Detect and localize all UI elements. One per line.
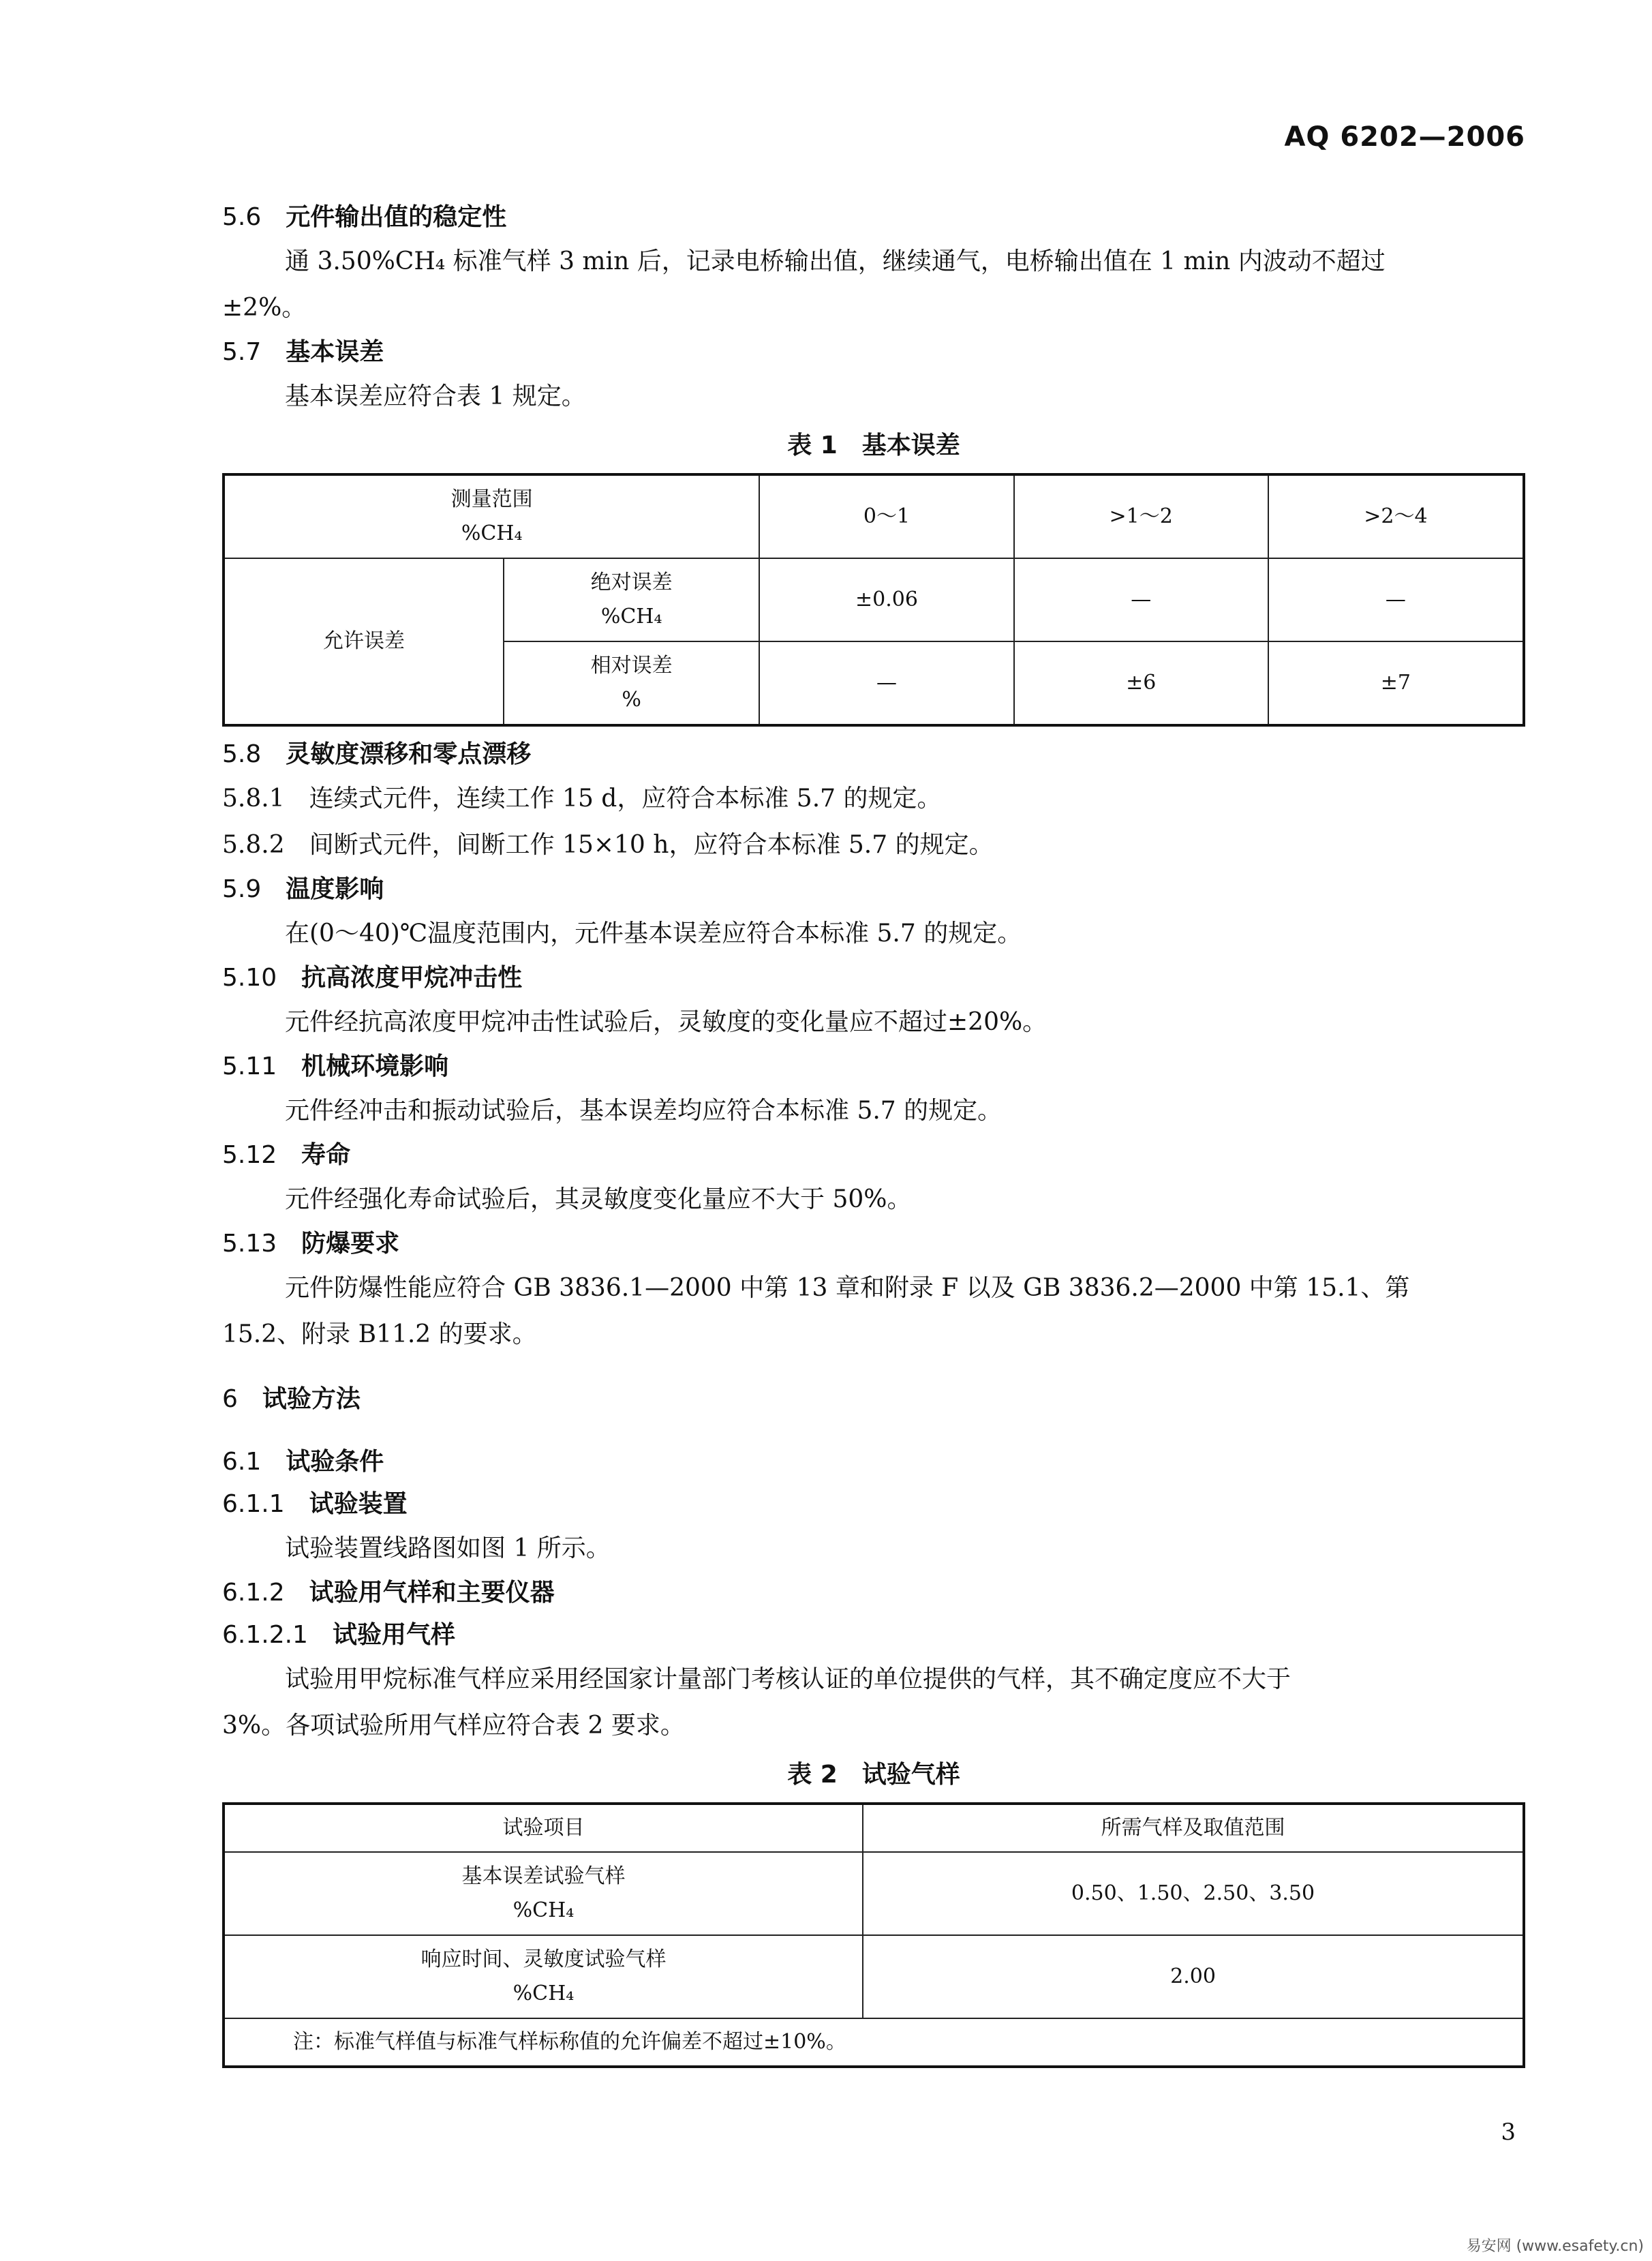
table-header-row: [224, 1804, 1524, 1852]
paragraph: 通 3.50%CH₄ 标准气样 3 min 后，记录电桥输出值，继续通气，电桥输出值在 1 min 内波动不超过: [285, 247, 1386, 275]
section-title: 试验方法: [262, 1385, 361, 1413]
table-cell: ±0.06: [759, 558, 1013, 641]
section-title: 元件输出值的稳定性: [286, 203, 507, 231]
section-number: 6.1.2.1: [222, 1621, 308, 1649]
section-number: 5.9: [222, 875, 262, 903]
section-number: 6.1.2: [222, 1579, 285, 1607]
section-title: 试验用气样和主要仪器: [309, 1579, 555, 1607]
cell-unit: %CH₄: [461, 521, 523, 545]
cell-unit: %CH₄: [600, 605, 662, 628]
heading-5-11: [222, 1046, 1525, 1088]
section-title: 温度影响: [286, 875, 384, 903]
table-cell: 0.50、1.50、2.50、3.50: [863, 1852, 1524, 1935]
section-title: 防爆要求: [301, 1230, 400, 1258]
cell-text: 响应时间、灵敏度试验气样: [420, 1947, 667, 1971]
table-cell: [224, 1852, 863, 1935]
table-1-basic-error: [222, 473, 1525, 727]
table-header-cell: 试验项目: [224, 1804, 863, 1852]
heading-6-1-2-1: [222, 1614, 1525, 1656]
table-row: [224, 558, 1524, 641]
cell-unit: %CH₄: [513, 1898, 575, 1922]
table-cell-range-label: [224, 474, 759, 558]
clause-text: 间断式元件，间断工作 15×10 h，应符合本标准 5.7 的规定。: [309, 831, 994, 859]
cell-text: 相对误差: [590, 654, 673, 678]
cell-text: 测量范围: [450, 487, 533, 511]
section-number: 5.10: [222, 964, 277, 992]
paragraph-continued: ±2%。: [222, 294, 307, 322]
section-number: 5.8: [222, 740, 262, 768]
heading-5-6: [222, 196, 1525, 239]
table-cell: >2～4: [1268, 474, 1524, 558]
section-number: 5.12: [222, 1141, 277, 1169]
cell-text: 基本误差试验气样: [461, 1864, 626, 1888]
paragraph: 元件经强化寿命试验后，其灵敏度变化量应不大于 50%。: [285, 1185, 912, 1213]
paragraph: 基本误差应符合表 1 规定。: [285, 382, 586, 410]
section-number: 5.13: [222, 1230, 277, 1258]
clause-5-8-1: [222, 776, 1525, 822]
cell-text: 绝对误差: [590, 571, 673, 594]
section-number: 5.7: [222, 338, 262, 366]
table-cell: —: [759, 641, 1013, 725]
table-cell: —: [1268, 558, 1524, 641]
table-row: [224, 1852, 1524, 1935]
table-2-test-gas: [222, 1802, 1525, 2068]
section-number: 6: [222, 1385, 238, 1413]
table-1-caption: 表 1 基本误差: [787, 431, 960, 459]
section-title: 试验用气样: [332, 1621, 455, 1649]
table-cell-abs-label: [504, 558, 759, 641]
section-title: 灵敏度漂移和零点漂移: [286, 740, 532, 768]
clause-text: 连续式元件，连续工作 15 d，应符合本标准 5.7 的规定。: [309, 785, 942, 813]
paragraph: 元件防爆性能应符合 GB 3836.1—2000 中第 13 章和附录 F 以及 GB 3836.2—2000 中第 15.1、第: [285, 1274, 1410, 1302]
page-number: 3: [1501, 2119, 1516, 2146]
table-cell-rel-label: [504, 641, 759, 725]
heading-5-7: [222, 331, 1525, 374]
heading-5-13: [222, 1223, 1525, 1265]
section-title: 寿命: [301, 1141, 351, 1169]
document-body: [222, 196, 1525, 2068]
table-cell: >1～2: [1014, 474, 1268, 558]
paragraph-continued: 3%。各项试验所用气样应符合表 2 要求。: [222, 1712, 685, 1740]
heading-5-8: [222, 733, 1525, 776]
section-number: 5.6: [222, 203, 262, 231]
clause-number: 5.8.2: [222, 831, 285, 859]
table-cell: ±6: [1014, 641, 1268, 725]
heading-6-1: [222, 1441, 1525, 1483]
table-cell: —: [1014, 558, 1268, 641]
table-cell: 0～1: [759, 474, 1013, 558]
section-number: 5.11: [222, 1052, 277, 1080]
section-title: 基本误差: [286, 338, 384, 366]
heading-6: [222, 1378, 1525, 1421]
standard-code: AQ 6202—2006: [1284, 121, 1525, 153]
cell-unit: %CH₄: [513, 1982, 575, 2005]
section-title: 试验条件: [286, 1448, 384, 1476]
table-cell: 2.00: [863, 1935, 1524, 2018]
table-cell: [224, 1935, 863, 2018]
table-cell-allow-label: 允许误差: [224, 558, 504, 725]
heading-6-1-1: [222, 1483, 1525, 1526]
table-header-cell: 所需气样及取值范围: [863, 1804, 1524, 1852]
heading-5-12: [222, 1134, 1525, 1177]
section-number: 6.1.1: [222, 1490, 285, 1518]
paragraph: 在(0～40)℃温度范围内，元件基本误差应符合本标准 5.7 的规定。: [285, 920, 1022, 947]
paragraph: 元件经抗高浓度甲烷冲击性试验后，灵敏度的变化量应不超过±20%。: [285, 1008, 1047, 1036]
heading-5-10: [222, 957, 1525, 999]
paragraph: 试验装置线路图如图 1 所示。: [285, 1534, 611, 1562]
section-title: 抗高浓度甲烷冲击性: [301, 964, 523, 992]
section-number: 6.1: [222, 1448, 262, 1476]
heading-5-9: [222, 868, 1525, 911]
section-title: 机械环境影响: [301, 1052, 449, 1080]
heading-6-1-2: [222, 1572, 1525, 1614]
clause-number: 5.8.1: [222, 785, 285, 813]
clause-5-8-2: [222, 822, 1525, 868]
watermark: 易安网 (www.esafety.cn): [1466, 2238, 1644, 2255]
paragraph: 试验用甲烷标准气样应采用经国家计量部门考核认证的单位提供的气样，其不确定度应不大于: [285, 1665, 1291, 1693]
cell-unit: %: [622, 688, 641, 712]
table-2-caption: 表 2 试验气样: [787, 1761, 960, 1789]
table-row: [224, 474, 1524, 558]
table-note-row: [224, 2018, 1524, 2067]
section-title: 试验装置: [309, 1490, 408, 1518]
table-cell: ±7: [1268, 641, 1524, 725]
paragraph: 元件经冲击和振动试验后，基本误差均应符合本标准 5.7 的规定。: [285, 1097, 1003, 1125]
table-note: 注：标准气样值与标准气样标称值的允许偏差不超过±10%。: [224, 2018, 1524, 2067]
table-row: [224, 1935, 1524, 2018]
paragraph-continued: 15.2、附录 B11.2 的要求。: [222, 1320, 537, 1348]
